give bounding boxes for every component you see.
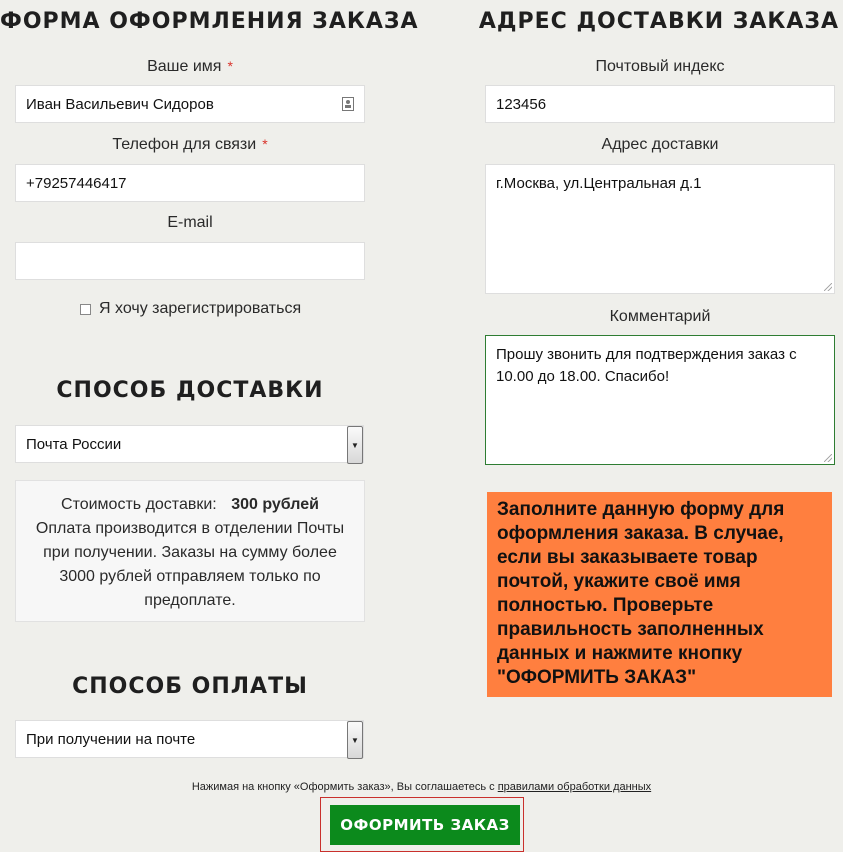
address-title: АДРЕС ДОСТАВКИ ЗАКАЗА [478,9,840,34]
zip-label: Почтовый индекс [595,58,725,75]
register-label[interactable]: Я хочу зарегистрироваться [99,300,302,317]
payment-method-selected: При получении на почте [26,730,196,748]
delivery-note: Оплата производится в отделении Почты при получении. Заказы на сумму более 3000 рублей отправляем только по предоплате. [35,520,345,609]
phone-input[interactable] [15,164,365,202]
address-label: Адрес доставки [601,136,719,153]
chevron-down-icon[interactable]: ▼ [347,426,363,464]
required-asterisk: * [227,58,233,74]
order-form-title: ФОРМА ОФОРМЛЕНИЯ ЗАКАЗА [0,9,419,34]
resize-handle[interactable] [824,283,832,291]
comment-textarea-value: Прошу звонить для подтверждения заказ с 10.00 до 18.00. Спасибо! [496,346,797,385]
submit-order-button[interactable]: ОФОРМИТЬ ЗАКАЗ [330,805,520,845]
zip-input-value: 123456 [496,95,547,113]
comment-textarea[interactable] [485,335,835,465]
delivery-cost-row [30,493,350,517]
name-label: Ваше имя * [147,58,233,75]
delivery-method-selected: Почта России [26,435,122,453]
privacy-policy-link[interactable]: правилами обработки данных [497,781,652,793]
instruction-box: Заполните данную форму для оформления заказа. В случае, если вы заказываете товар почтой, укажите своё имя полностью. Проверьте правильность заполненных данных и нажмите кнопку "ОФОРМИТЬ ЗАКАЗ" [487,492,832,697]
register-checkbox[interactable] [80,304,91,315]
contact-card-icon[interactable] [342,97,354,115]
zip-input[interactable] [485,85,835,123]
resize-handle[interactable] [824,454,832,462]
phone-input-value: +79257446417 [26,174,127,192]
consent-text: Нажимая на кнопку «Оформить заказ», Вы соглашаетесь с правилами обработки данных [191,781,652,793]
name-input-value: Иван Васильевич Сидоров [26,95,214,113]
register-checkbox-row[interactable] [80,300,301,318]
delivery-info-box [15,480,365,622]
required-asterisk: * [262,136,268,152]
comment-label: Комментарий [609,308,711,325]
payment-method-select[interactable] [15,720,364,758]
email-input[interactable] [15,242,365,280]
delivery-method-select[interactable] [15,425,364,463]
email-label: E-mail [167,214,213,231]
phone-label: Телефон для связи * [112,136,268,153]
delivery-cost-label: Стоимость доставки: [61,496,217,513]
address-textarea-value: г.Москва, ул.Центральная д.1 [496,175,702,192]
delivery-method-title: СПОСОБ ДОСТАВКИ [56,378,324,403]
payment-method-title: СПОСОБ ОПЛАТЫ [72,674,308,699]
delivery-cost-value: 300 рублей [231,496,319,513]
name-input[interactable] [15,85,365,123]
chevron-down-icon[interactable]: ▼ [347,721,363,759]
address-textarea[interactable] [485,164,835,294]
